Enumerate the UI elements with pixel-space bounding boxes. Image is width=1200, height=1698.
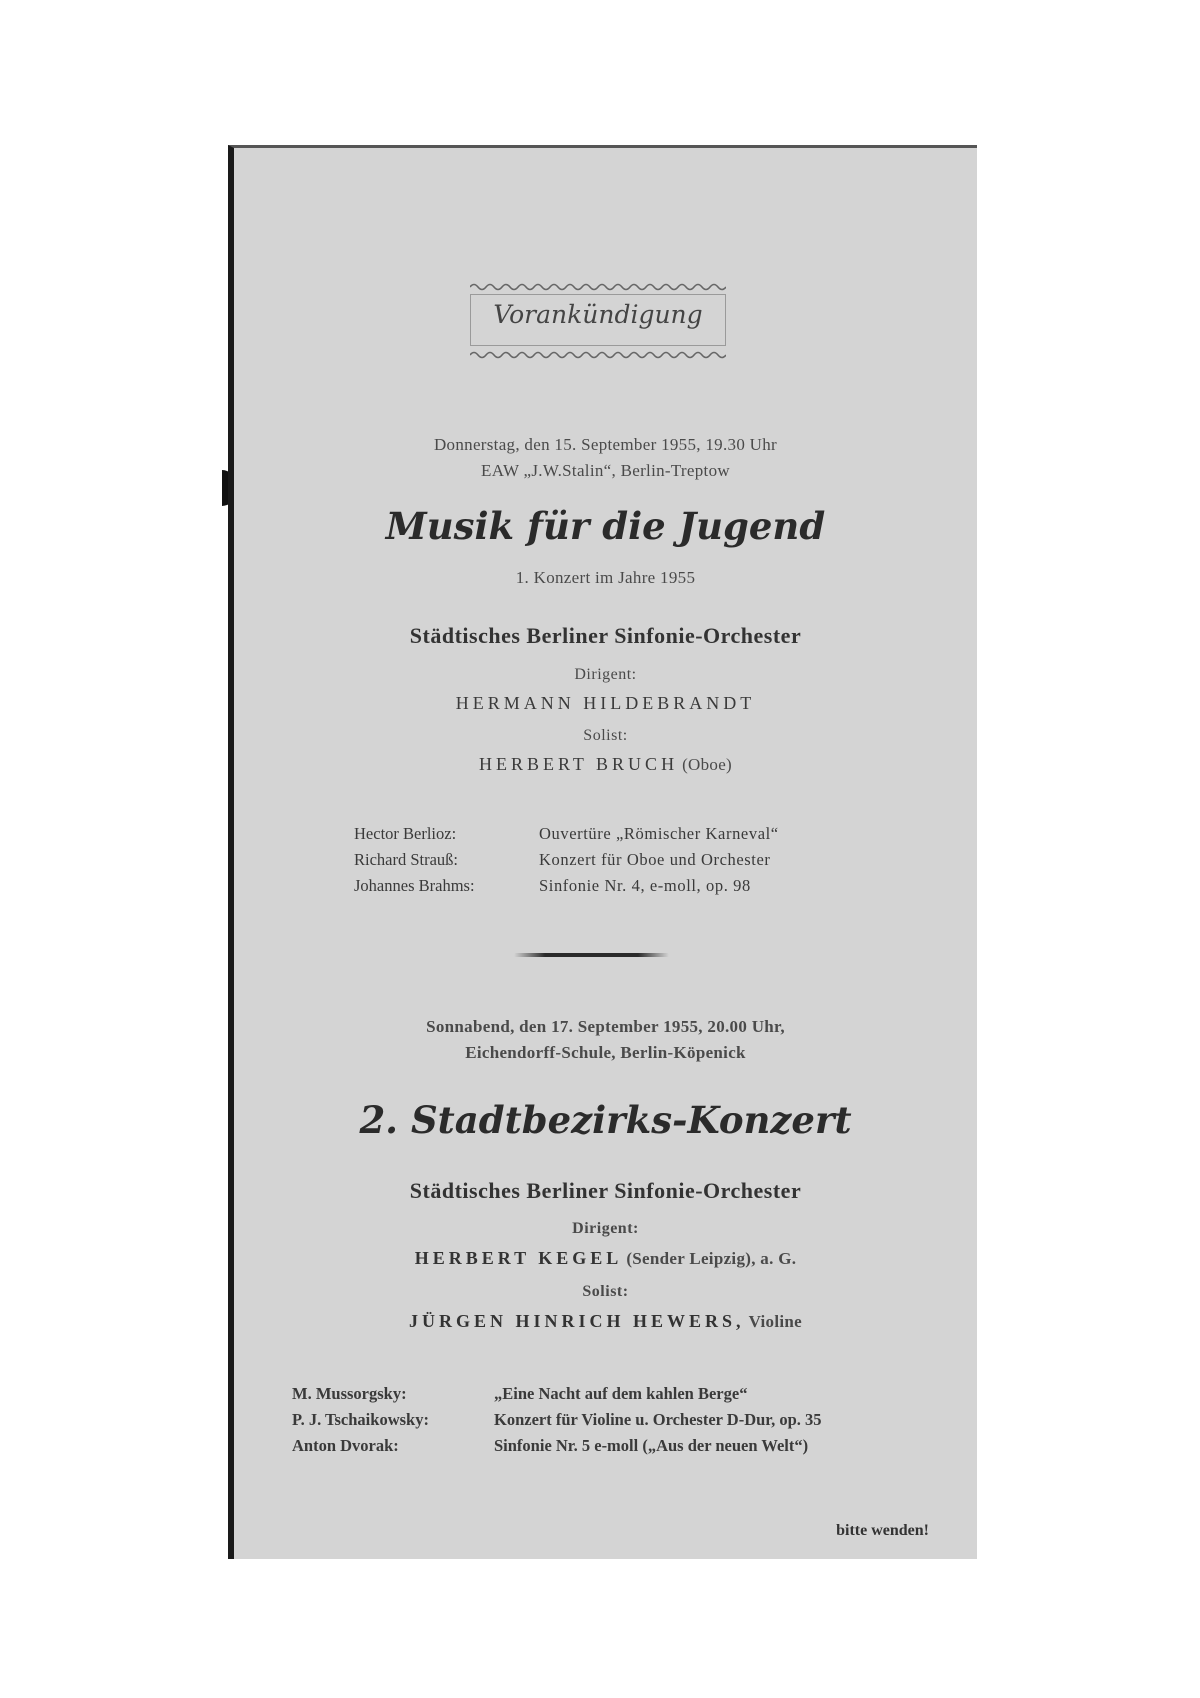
concert2-soloist: JÜRGEN HINRICH HEWERS,: [409, 1311, 745, 1331]
list-item: P. J. Tschaikowsky:: [292, 1410, 429, 1429]
concert2-venue: Eichendorff-Schule, Berlin-Köpenick: [465, 1043, 746, 1062]
concert2-program-composers: [292, 1381, 429, 1459]
concert1-conductor-label: Dirigent:: [574, 666, 637, 683]
wavy-border-bottom: [470, 350, 726, 360]
concert1-soloist-instrument: (Oboe): [682, 755, 733, 774]
concert1-title: Musik für die Jugend: [385, 504, 826, 548]
wavy-border-top: [470, 282, 726, 292]
concert2-conductor-note: (Sender Leipzig), a. G.: [626, 1249, 797, 1268]
concert2-orchestra: Städtisches Berliner Sinfonie-Orchester: [409, 1178, 802, 1203]
concert1-venue: EAW „J.W.Stalin“, Berlin-Treptow: [481, 461, 730, 480]
announcement-title: Vorankündigung: [493, 300, 703, 329]
concert-flyer: [228, 145, 977, 1559]
concert1-soloist: HERBERT BRUCH: [478, 754, 679, 774]
concert1-subtitle: 1. Konzert im Jahre 1955: [515, 568, 696, 587]
concert1-soloist-label: Solist:: [583, 727, 628, 744]
list-item: Richard Strauß:: [354, 850, 459, 869]
list-item: Sinfonie Nr. 5 e-moll („Aus der neuen Welt“): [494, 1436, 809, 1455]
list-item: Konzert für Oboe und Orchester: [539, 850, 771, 869]
concert2-conductor-label: Dirigent:: [572, 1220, 639, 1237]
concert2-conductor-line: [234, 1248, 977, 1269]
concert2-title: 2. Stadtbezirks-Konzert: [359, 1098, 852, 1142]
concert2-conductor: HERBERT KEGEL: [414, 1248, 623, 1268]
list-item: „Eine Nacht auf dem kahlen Berge“: [494, 1384, 748, 1403]
concert2-soloist-instrument: Violine: [748, 1312, 802, 1331]
list-item: Hector Berlioz:: [354, 824, 457, 843]
concert1-program-composers: [354, 821, 475, 899]
list-item: Anton Dvorak:: [292, 1436, 399, 1455]
list-item: M. Mussorgsky:: [292, 1384, 407, 1403]
concert1-program-works: [539, 821, 779, 899]
turn-over-note: bitte wenden!: [836, 1522, 929, 1539]
concert2-datetime: Sonnabend, den 17. September 1955, 20.00 Uhr,: [426, 1017, 785, 1036]
list-item: Johannes Brahms:: [354, 876, 475, 895]
section-divider: [514, 953, 669, 957]
list-item: Ouvertüre „Römischer Karneval“: [539, 824, 779, 843]
concert2-soloist-label: Solist:: [582, 1283, 629, 1300]
concert2-program-works: [494, 1381, 822, 1459]
concert1-datetime: Donnerstag, den 15. September 1955, 19.30 Uhr: [433, 435, 778, 454]
concert1-conductor: HERMANN HILDEBRANDT: [455, 693, 756, 713]
list-item: Sinfonie Nr. 4, e-moll, op. 98: [539, 876, 751, 895]
concert2-soloist-line: [234, 1311, 977, 1332]
announcement-banner: [470, 276, 726, 366]
list-item: Konzert für Violine u. Orchester D-Dur, op. 35: [494, 1410, 822, 1429]
concert1-soloist-line: [234, 754, 977, 775]
concert1-orchestra: Städtisches Berliner Sinfonie-Orchester: [409, 623, 802, 648]
